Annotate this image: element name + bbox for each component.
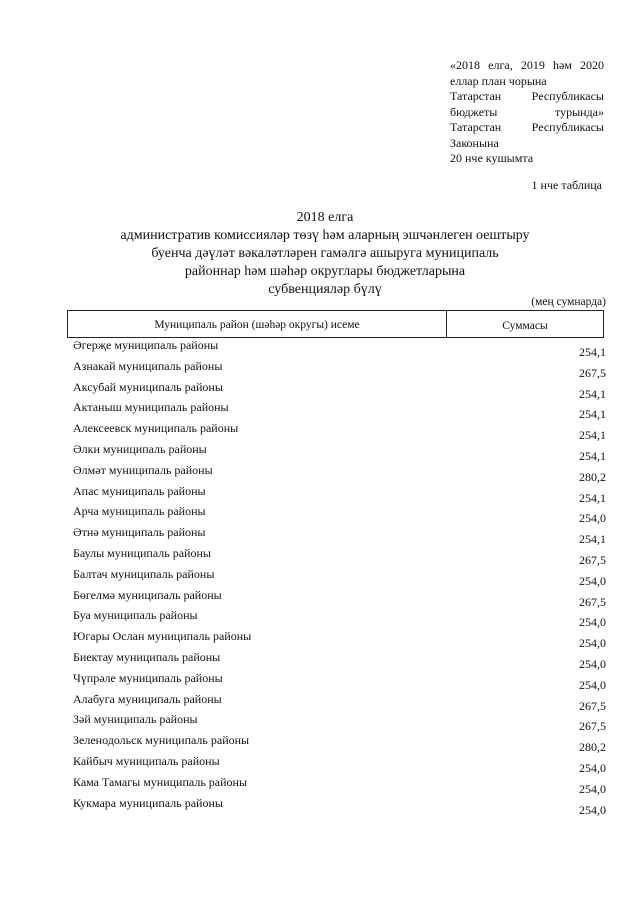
subvention-amount: 254,0 — [579, 573, 606, 588]
district-name: Кама Тамагы муниципаль районы — [73, 774, 248, 789]
annex-line: еллар план чорына — [450, 73, 547, 88]
table-row — [73, 795, 606, 816]
district-name: Аксубай муниципаль районы — [73, 379, 223, 394]
table-row — [73, 483, 606, 504]
table-row — [73, 420, 606, 441]
table-row — [73, 379, 606, 400]
subvention-amount: 254,0 — [579, 511, 606, 526]
district-name: Зеленодольск муниципаль районы — [73, 733, 250, 748]
subvention-amount: 254,0 — [579, 656, 606, 671]
district-name: Азнакай муниципаль районы — [73, 358, 223, 373]
subvention-amount: 254,0 — [579, 677, 606, 692]
title-line: буенча дәүләт вәкаләтләрен гамәлгә ашыруга муниципаль — [151, 246, 499, 261]
subvention-amount: 267,5 — [579, 365, 606, 380]
district-name: Әгерҗе муниципаль районы — [73, 338, 219, 352]
subvention-amount: 254,0 — [579, 802, 606, 817]
subvention-amount: 254,1 — [579, 345, 606, 359]
subvention-amount: 254,1 — [579, 407, 606, 422]
title-line: административ комиссияләр төзү һәм аларның эшчәнлеген оештыру — [120, 228, 530, 243]
district-name: Югары Ослан муниципаль районы — [73, 629, 252, 644]
district-name: Әлки муниципаль районы — [73, 441, 207, 456]
table-row — [73, 649, 606, 670]
district-name: Баулы муниципаль районы — [73, 545, 211, 560]
district-name: Чүпрәле муниципаль районы — [73, 670, 223, 685]
subvention-amount: 280,2 — [579, 469, 606, 484]
district-name: Кайбыч муниципаль районы — [73, 753, 220, 768]
subvention-amount: 254,1 — [579, 532, 606, 547]
subvention-amount: 254,0 — [579, 781, 606, 796]
subvention-amount: 267,5 — [579, 719, 606, 734]
subvention-amount: 254,1 — [579, 490, 606, 505]
annex-note — [450, 58, 604, 167]
title-line: районнар һәм шәһәр округлары бюджетларына — [184, 264, 466, 279]
subvention-amount: 267,5 — [579, 594, 606, 609]
subvention-amount: 254,1 — [579, 448, 606, 463]
header-name-column: Муниципаль район (шәһәр округы) исеме — [68, 311, 447, 337]
district-name: Зәй муниципаль районы — [73, 712, 198, 727]
district-name: Балтач муниципаль районы — [73, 566, 215, 581]
table-row — [73, 753, 606, 774]
annex-line: Татарстан Республикасы — [450, 89, 604, 103]
table-number-label: 1 нче таблица — [531, 178, 602, 192]
table-row — [73, 462, 606, 483]
table-row — [73, 670, 606, 691]
table-body — [73, 337, 606, 815]
district-name: Кукмара муниципаль районы — [73, 795, 223, 810]
table-row — [73, 545, 606, 566]
district-name: Әлмәт муниципаль районы — [73, 462, 213, 477]
district-name: Актаныш муниципаль районы — [73, 400, 229, 415]
district-name: Апас муниципаль районы — [73, 483, 206, 498]
district-name: Алексеевск муниципаль районы — [73, 421, 239, 436]
table-row — [73, 691, 606, 712]
subvention-amount: 254,0 — [579, 615, 606, 630]
subvention-amount: 254,0 — [579, 636, 606, 651]
table-row — [73, 732, 606, 753]
subvention-amount: 254,0 — [579, 760, 606, 775]
subvention-amount: 254,1 — [579, 428, 606, 443]
district-name: Арча муниципаль районы — [73, 504, 206, 519]
table-row — [73, 607, 606, 628]
title-line: 2018 елга — [296, 210, 354, 225]
district-name: Алабуга муниципаль районы — [73, 691, 222, 706]
district-name: Буа муниципаль районы — [73, 608, 198, 623]
table-row — [73, 399, 606, 420]
subvention-amount: 267,5 — [579, 552, 606, 567]
subvention-amount: 254,1 — [579, 386, 606, 401]
table-row — [73, 337, 606, 358]
table-row — [73, 566, 606, 587]
annex-line: Татарстан Республикасы — [450, 120, 604, 134]
annex-line: Законына — [450, 135, 499, 150]
table-header — [67, 310, 604, 338]
annex-line: бюджеты турында» — [450, 104, 604, 119]
subvention-amount: 280,2 — [579, 740, 606, 755]
table-row — [73, 524, 606, 545]
table-row — [73, 587, 606, 608]
title-line: субвенцияләр бүлү — [268, 282, 382, 297]
subvention-amount: 267,5 — [579, 698, 606, 713]
table-row — [73, 441, 606, 462]
table-row — [73, 774, 606, 795]
table-row — [73, 358, 606, 379]
document-title — [100, 209, 550, 299]
annex-line: 20 нче кушымта — [450, 151, 534, 165]
table-row — [73, 503, 606, 524]
table-row — [73, 711, 606, 732]
header-sum-column: Суммасы — [502, 320, 548, 332]
district-name: Әтнә муниципаль районы — [73, 525, 206, 540]
district-name: Бөгелмә муниципаль районы — [73, 587, 222, 602]
table-row — [73, 628, 606, 649]
unit-note: (мең сумнарда) — [531, 296, 606, 308]
district-name: Биектау муниципаль районы — [73, 649, 221, 664]
annex-line: «2018 елга, 2019 һәм 2020 — [450, 58, 604, 72]
